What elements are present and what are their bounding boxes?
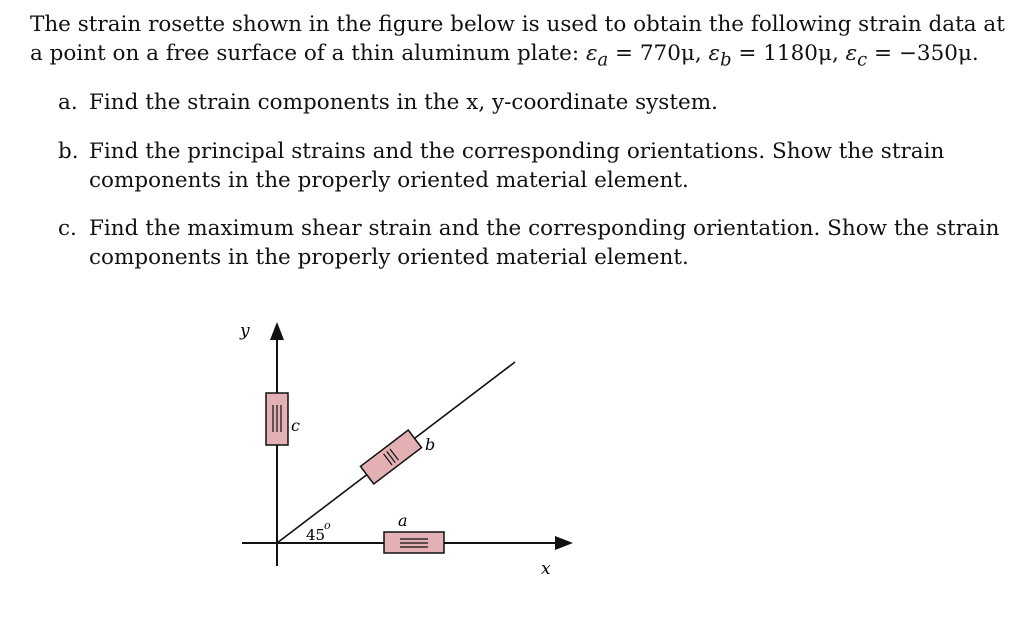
part-c-text-1: Find the maximum shear strain and the corresponding orientation. Show the strain bbox=[89, 216, 1000, 241]
gauge-a bbox=[384, 532, 444, 553]
angle-label: 45 bbox=[306, 526, 326, 544]
part-a-label: a. bbox=[58, 90, 78, 115]
part-a-text: Find the strain components in the x, y-coordinate system. bbox=[89, 90, 718, 115]
part-b-text-1: Find the principal strains and the corresponding orientations. Show the strain bbox=[89, 139, 945, 164]
x-axis-label: x bbox=[541, 559, 551, 579]
intro-line-2: a point on a free surface of a thin aluminum plate: $\varepsilon_a = 770\mu$, $\varepsilon_b = 1180\mu$, $\varepsilon_c = -350\mu$. bbox=[30, 41, 979, 71]
strain-c-sub: c bbox=[857, 49, 868, 71]
strain-b-symbol: ε bbox=[708, 41, 721, 66]
y-axis-label: y bbox=[240, 321, 250, 341]
part-c-label: c. bbox=[58, 216, 77, 241]
part-c-text-2: components in the properly oriented material element. bbox=[89, 245, 689, 270]
intro-line-2-prefix: a point on a free surface of a thin aluminum plate: bbox=[30, 41, 586, 66]
strain-a-symbol: ε bbox=[585, 41, 598, 66]
angle-degree-mark: o bbox=[324, 519, 331, 532]
y-axis-arrow-icon bbox=[270, 322, 284, 340]
gauge-a-label: a bbox=[398, 511, 408, 530]
gauge-b bbox=[360, 430, 421, 484]
strain-b-value: 1180μ bbox=[763, 41, 832, 66]
intro-line-1: The strain rosette shown in the figure below is used to obtain the following strain data at bbox=[30, 12, 1005, 37]
strain-a-value: 770μ bbox=[639, 41, 695, 66]
gauge-c-label: c bbox=[291, 416, 300, 435]
gauge-c bbox=[266, 393, 288, 445]
strain-b-sub: b bbox=[720, 49, 732, 71]
part-b-label: b. bbox=[58, 139, 79, 164]
strain-c-value: −350μ bbox=[898, 41, 972, 66]
x-axis-arrow-icon bbox=[555, 536, 573, 550]
gauge-b-label: b bbox=[425, 435, 436, 454]
strain-c-symbol: ε bbox=[845, 41, 858, 66]
strain-a-sub: a bbox=[597, 49, 609, 71]
part-b-text-2: components in the properly oriented material element. bbox=[89, 168, 689, 193]
